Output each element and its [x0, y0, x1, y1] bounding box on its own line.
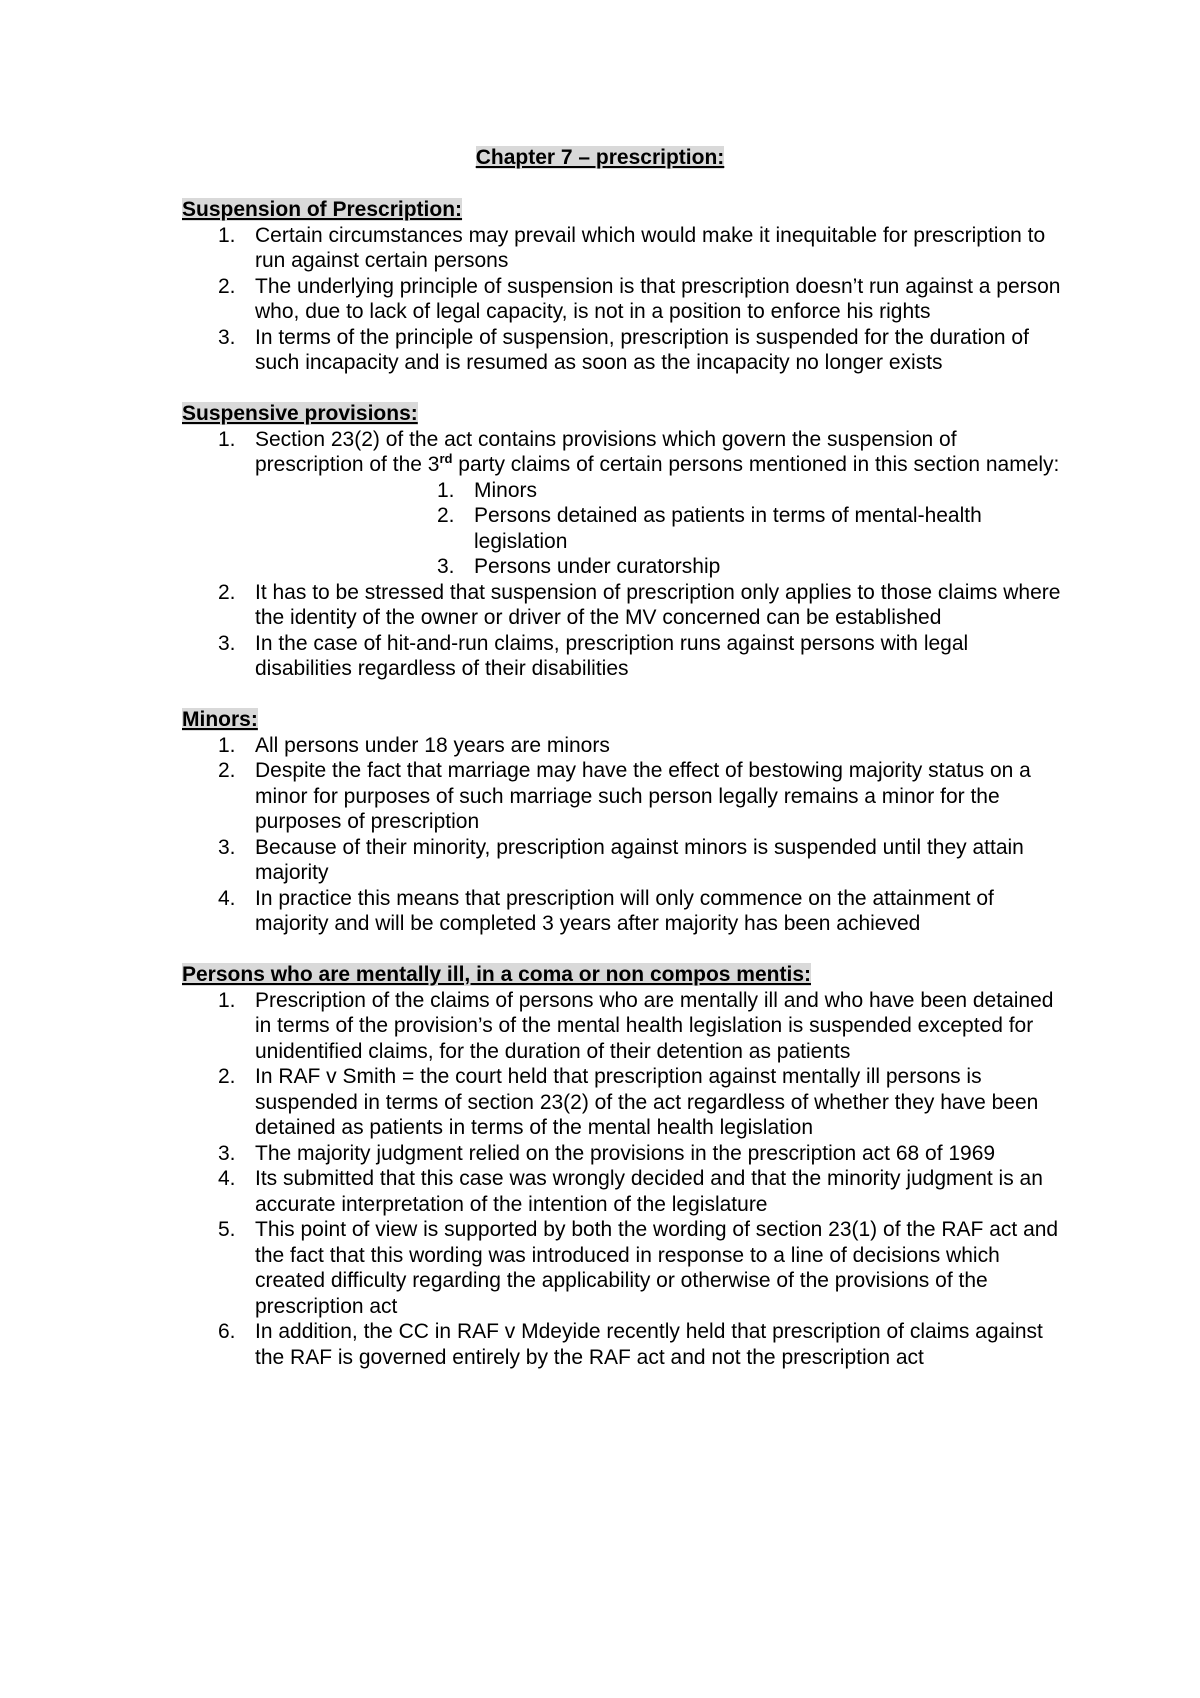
numbered-list: [182, 427, 1062, 478]
list-item-text: Persons under curatorship: [474, 555, 721, 578]
list-item: [182, 1064, 1062, 1141]
list-item-text: Certain circumstances may prevail which would make it inequitable for prescription to run against certain persons: [255, 223, 1046, 272]
list-number: 4.: [218, 886, 236, 910]
list-item: [182, 631, 1062, 682]
list-item-text: In practice this means that prescription will only commence on the attainment of majority and will be completed 3 years after majority has been achieved: [255, 886, 994, 935]
list-item: [182, 835, 1062, 886]
list-number: 1.: [218, 427, 236, 451]
section-mentally-ill: [182, 962, 1062, 1370]
list-item-text: Its submitted that this case was wrongly decided and that the minority judgment is an accurate interpretation of the intention of the legislature: [255, 1167, 1043, 1216]
list-item: [182, 223, 1062, 274]
nested-list-item: [182, 554, 1062, 580]
list-item: [182, 758, 1062, 835]
section-minors: [182, 707, 1062, 937]
list-number: 2.: [437, 504, 455, 527]
list-item-text: In the case of hit-and-run claims, prescription runs against persons with legal disabilities regardless of their disabilities: [255, 631, 969, 680]
list-item: [182, 1319, 1062, 1370]
section-heading: Persons who are mentally ill, in a coma or non compos mentis:: [182, 963, 811, 986]
list-number: 6.: [218, 1320, 236, 1343]
list-number: 3.: [218, 835, 236, 859]
list-item: [182, 580, 1062, 631]
list-number: 3.: [218, 1141, 236, 1165]
list-number: 2.: [218, 759, 236, 782]
list-item-text: Because of their minority, prescription against minors is suspended until they attain majority: [255, 835, 1024, 884]
section-heading: Suspension of Prescription:: [182, 198, 463, 221]
numbered-list: [182, 988, 1062, 1371]
list-item: [182, 1141, 1062, 1167]
list-number: 1.: [218, 988, 236, 1012]
list-item-text: In RAF v Smith = the court held that prescription against mentally ill persons is suspended in terms of section 23(2) of the act regardless of whether they have been detained as patients in terms of the mental health legislation: [255, 1065, 1039, 1139]
list-item: [182, 1217, 1062, 1319]
nested-numbered-list: [182, 478, 1062, 580]
page-title-text: Chapter 7 – prescription:: [475, 146, 725, 169]
nested-list-item: [182, 478, 1062, 504]
list-item-text: Minors: [474, 478, 538, 502]
list-number: 3.: [218, 325, 236, 349]
list-item: [182, 733, 1062, 759]
list-item: [182, 1166, 1062, 1217]
list-item: [182, 427, 1062, 478]
list-item-text: Persons detained as patients in terms of mental-health legislation: [474, 504, 982, 553]
numbered-list: [182, 580, 1062, 682]
section-suspensive-provisions: [182, 401, 1062, 682]
numbered-list: [182, 733, 1062, 937]
list-item-text: In terms of the principle of suspension, prescription is suspended for the duration of such incapacity and is resumed as soon as the incapacity no longer exists: [255, 325, 1029, 374]
list-item-text: Section 23(2) of the act contains provisions which govern the suspension of prescription of the 3rd party claims of certain persons mentioned in this section namely:: [255, 427, 1060, 476]
list-item-text: It has to be stressed that suspension of prescription only applies to those claims where the identity of the owner or driver of the MV concerned can be established: [255, 580, 1061, 629]
list-number: 2.: [218, 274, 236, 298]
list-number: 3.: [218, 631, 236, 655]
list-item-text: All persons under 18 years are minors: [255, 733, 610, 757]
numbered-list: [182, 223, 1062, 376]
list-number: 4.: [218, 1167, 236, 1190]
list-item-text: The underlying principle of suspension is that prescription doesn’t run against a person who, due to lack of legal capacity, is not in a position to enforce his rights: [255, 274, 1061, 323]
list-number: 3.: [437, 555, 455, 578]
list-number: 1.: [437, 478, 455, 502]
section-heading: Suspensive provisions:: [182, 402, 418, 425]
list-number: 1.: [218, 223, 236, 247]
list-number: 2.: [218, 1065, 236, 1088]
list-item-text: In addition, the CC in RAF v Mdeyide recently held that prescription of claims against the RAF is governed entirely by the RAF act and not the prescription act: [255, 1320, 1043, 1369]
list-number: 5.: [218, 1218, 236, 1241]
list-item: [182, 886, 1062, 937]
section-suspension-of-prescription: [182, 197, 1062, 376]
ordinal-superscript: rd: [439, 451, 453, 466]
document-body: [182, 197, 1062, 1396]
list-item: [182, 988, 1062, 1065]
list-item: [182, 325, 1062, 376]
nested-list-item: [182, 503, 1062, 554]
list-item-text: This point of view is supported by both the wording of section 23(1) of the RAF act and the fact that this wording was introduced in response to a line of decisions which created difficulty regarding the applicability or otherwise of the provisions of the prescription act: [255, 1218, 1059, 1318]
section-heading: Minors:: [182, 708, 258, 731]
list-number: 2.: [218, 580, 236, 604]
list-item-text: The majority judgment relied on the provisions in the prescription act 68 of 1969: [255, 1141, 996, 1165]
page-title: [0, 145, 1200, 171]
list-item-text: Prescription of the claims of persons who are mentally ill and who have been detained in terms of the provision’s of the mental health legislation is suspended excepted for unidentified claims, for the duration of their detention as patients: [255, 988, 1054, 1063]
list-item: [182, 274, 1062, 325]
list-number: 1.: [218, 733, 236, 757]
list-item-text: Despite the fact that marriage may have the effect of bestowing majority status on a minor for purposes of such marriage such person legally remains a minor for the purposes of prescription: [255, 759, 1031, 833]
